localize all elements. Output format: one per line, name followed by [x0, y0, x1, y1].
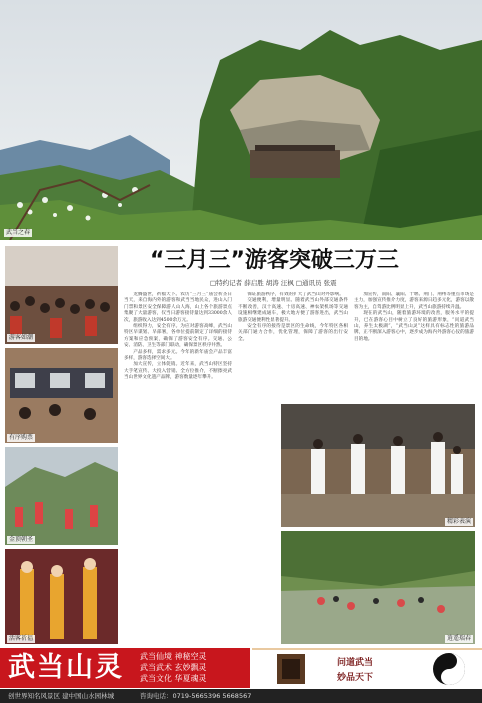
footer-tagline: 创世界知名风景区 建中国山水园林城 [8, 692, 115, 700]
article-column-3 [354, 292, 474, 402]
paragraph: 组织得力，安全有序。为应对游客高峰，武当山特区早谋划、早部署，各单位提前制定了详细的接待方案和应急预案，确保了游客安全有序。交通、公安、消防、卫生等部门联动，确保景区秩序井然。 [124, 324, 232, 349]
brand-band [0, 648, 250, 688]
paragraph: 产品多样，需求多元。今年的新年庙会产品丰富多样，游客选择空间大。 [124, 349, 232, 362]
paragraph: 加大宣传，立体促销。近年来，武当山特区坚持大手笔宣传、大投入营销、全方位推介，不断擦亮武当山世界文化遗产品牌，游客数量逐年攀升。 [124, 362, 232, 381]
paragraph: 龙腾盛世，祈福天下。农历“三月三”庙会祈圣日当天，来自海内外的游客和武当当地民众，进山入门门票和景区安全保障游人山人海，山上各个旅游景点集聚了大量游客，仅当日游客接待量达到33000余人次，旅游收入达到4500余万元。 [124, 292, 232, 323]
ad-text-1: 问道武当 [337, 658, 374, 668]
left-photo-blessing [5, 549, 118, 644]
caption-mid-right: 精彩表演 [446, 518, 471, 525]
ad-text-2: 妙品天下 [337, 673, 374, 683]
byline: □特约记者 薛启胜 胡涛 汪枫 □通讯员 张震 [210, 279, 337, 287]
footer-ad [0, 648, 482, 703]
left-photo-summit [5, 447, 118, 545]
photo-bottom-right [281, 531, 475, 644]
caption-left1: 游客如潮 [9, 334, 34, 341]
brand-slogans [140, 651, 245, 684]
paragraph: 交通便利，增量明显。随着武当山外部交通条件不断改善，汉十高速、十房高速、神农架机场等交通设施相继建成通车，极大地方便了游客进出，武当山旅游交通便利性显著提升。 [238, 298, 348, 323]
article-column-2 [238, 292, 348, 402]
caption-bottom-right: 逍遥瑞春 [446, 635, 471, 642]
footer-phone: 咨询电话：0719-5665396 5668567 [140, 692, 252, 700]
left-photo-crowd [5, 246, 118, 344]
mountain-landscape-image [0, 0, 482, 240]
top-photo-mountain [0, 0, 482, 240]
paragraph: 加宣传，南阳、襄阳、十堰、荆门、荆州等重点市场是主力，加强宣传推介力度，游客来源日趋多元化，游客以散客为主，自驾游比例明显上升，武当山旅游持续升温。 [354, 292, 474, 310]
paragraph: 保证旅游秩序，有效的扩大了武当山对外影响。 [247, 292, 344, 297]
taiji-icon [432, 652, 466, 686]
brand-title: 武当山灵 [8, 652, 124, 683]
caption-left3: 金顶朝圣 [9, 536, 34, 543]
left-photo-ticketing [5, 348, 118, 443]
caption-left4: 活客祈福 [9, 635, 34, 642]
footer-info-bar [0, 689, 482, 703]
caption-top-photo: 武当之春 [6, 229, 31, 236]
product-ad [252, 648, 482, 690]
headline: “三月三”游客突破三万三 [150, 248, 399, 273]
photo-performance [281, 404, 475, 527]
paragraph: 安全有序的接待是景区的生命线，今年特区各相关部门通力合作，优化管理，保障了游客的出行安全。 [238, 324, 348, 342]
slogan: 武当武术 玄妙飘灵 [140, 663, 207, 672]
article-column-1 [124, 292, 232, 644]
slogan: 武当文化 华夏魂灵 [140, 674, 207, 683]
caption-left2: 有序购票 [9, 434, 34, 441]
paragraph: 现在的武当山，随着旅游环境的改善，服务水平的提升，已在游客心目中树立了良好的旅游形象，“问道武当山，养生太极湖”，“武当山灵”这样具有标志性的旅游品牌，正不断深入游客心中，逐步成为海内外游客心仪的旅游目的地。 [354, 311, 474, 342]
slogan: 武当仙境 神秘空灵 [140, 652, 207, 661]
